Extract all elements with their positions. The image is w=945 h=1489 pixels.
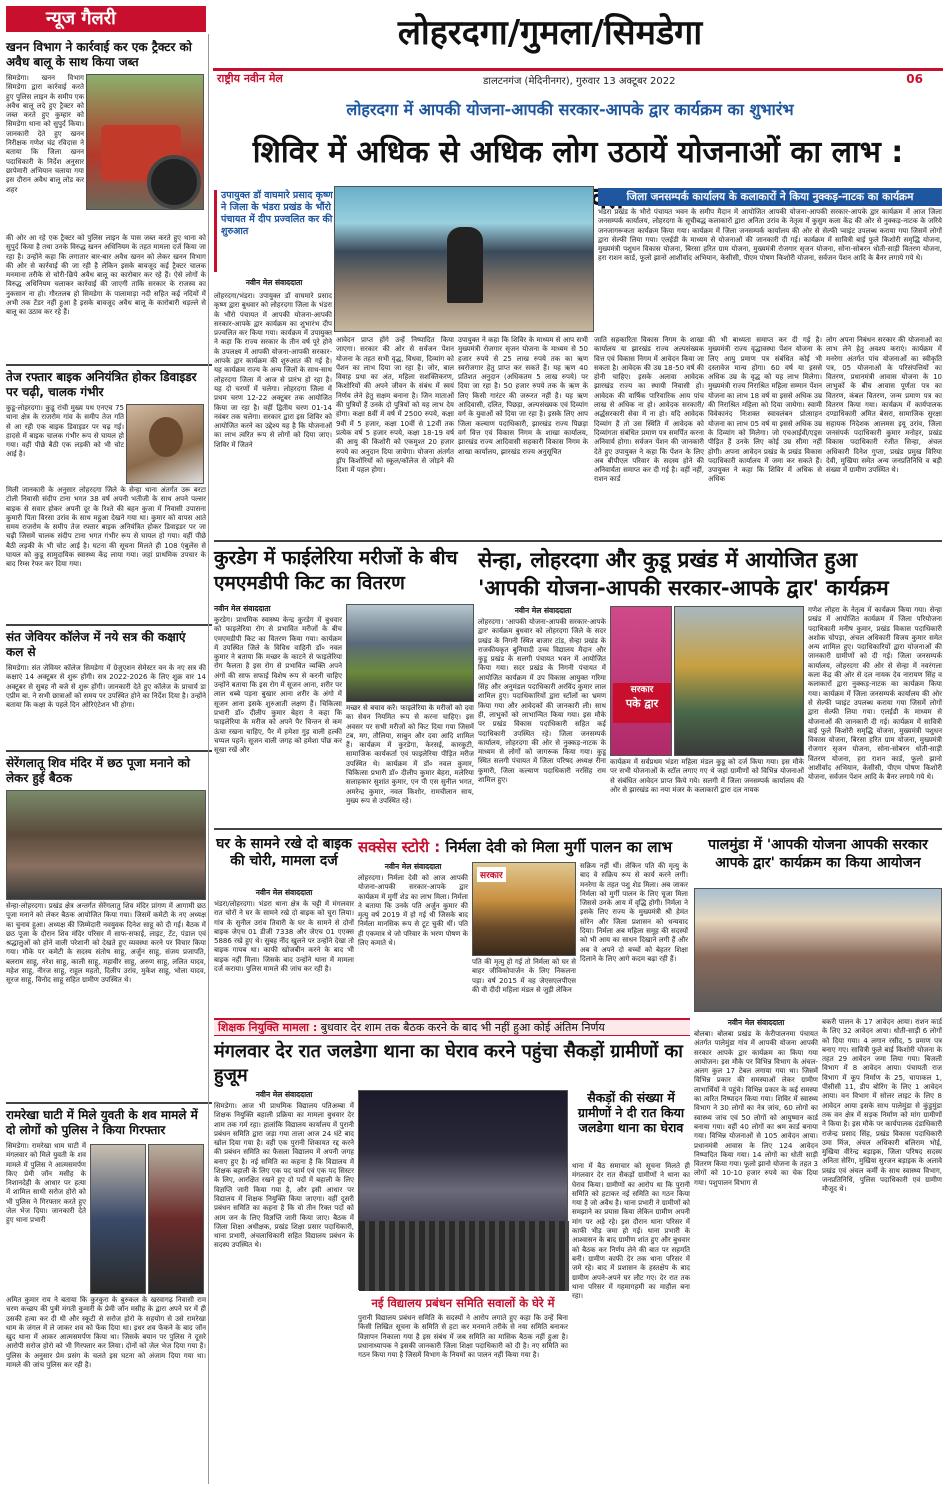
kurdeg-body-col2: मच्छर से बचाव करें। फाइलेरिया के मरीजों को दवा का सेवन नियमित रूप से करना चाहिए। इस अवसर पर सभी मरीजों को किट दिया गया जिसमें टब, मग, तौलिया, साबुन और दवा आदि शामिल हैं। कार्यक्रम में कुरडेगा, केरसई, कारकुटी, सामाजिक कार्यकर्ता एवं फाइलेरिया पीड़ित मरीज उपस्थित थे। कार्यक्रम में डॉ० नवल कुमार, चिकित्सा प्रभारी डॉ० दीलीप कुमार बेहरा, मलेरिया सलाहकार सुशांत कुमार, एन पी एस सुनील भगत, अमरेन्द्र कुमार, नवल किशोर, रामचीलान साय, मुख्य रूप से उपस्थित रहे। (346, 704, 474, 805)
senha-headline-2: 'आपकी योजना-आपकी सरकार-आपके द्वार' कार्यक्रम (478, 576, 889, 600)
teacher-kicker: शिक्षक नियुक्ति मामला : (218, 1021, 318, 1034)
sarkar-sign-line2: पके द्वार (625, 697, 659, 710)
nirmala-byline: नवीन मेल संवाददाता (384, 862, 442, 871)
kurdeg-byline: नवीन मेल संवाददाता (214, 604, 271, 613)
senha-body-col1: लोहरदगा। 'आपकी योजना-आपकी सरकार-आपके द्वार' कार्यक्रम बुधवार को लोहरदगा जिले के सदर प्रखंड के निगनी स्थित बाजार टांड, सेन्हा प्रखंड के राजकीयकृत बुनियादी उच्च विद्यालय मैदान और कुडू प्रखंड के सलगी पंचायत भवन में आयोजित किया गया। सदर प्रखंड के निगनी पंचायत में आयोजित कार्यक्रम में उप विकास आयुक्त गरिमा सिंह और अनुमंडल पदाधिकारी अरविंद कुमार लाल शामिल हुए। पदाधिकारियों द्वारा स्टॉलों का भ्रमण किया गया और आवेदकों की जानकारी ली। साथ ही, लाभुकों को लाभान्वित किया गया। इस मौके पर प्रखंड विकास पदाधिकारी सहित कई पदाधिकारी उपस्थित रहे। जिला जनसम्पर्क कार्यालय, लोहरदगा की ओर से नुक्कड़-नाटक के माध्यम से लोगों को जागरूक किया गया। कुडू स्थित सलगी पंचायत में जिला परिषद अध्यक्ष रीना कुमारी, जिला कल्याण पदाधिकारी नरसिंह राम शामिल हुए। (478, 618, 606, 785)
nirmala-headline (358, 836, 688, 858)
injured-photo (126, 404, 204, 484)
story-mining-body-a: सिमडेगा। खनन विभाग सिमडेगा द्वारा कार्रवाई करते हुए पुलिस लाइन के समीप एक अवैध बालू लदे हुए ट्रैक्टर को जब्त करते हुए कुम्हार को सिमडेगा थाना को सुपुर्द किया। जानकारी देते हुए खनन निरीक्षक गणेश चंद्र रविदास ने बताया कि जिला खनन पदाधिकारी के निर्देश अनुसार छापेमारी अभियान चलाया गया इस दौरान अवैध बालू लोड कर शहर (6, 74, 84, 194)
column-separator (208, 34, 209, 1484)
accused-photo-2 (148, 1144, 204, 1294)
main-body-col1: लोहरदगा/भंडरा। उपायुक्त डॉ वाघमारे प्रसाद कृष्ण द्वारा बुधवार को लोहरदगा जिला के भंडरा के भौंरो पंचायत में आपकी योजना-आपकी सरकार-आपके द्वार कार्यक्रम का शुभारंभ दीप प्रज्वलित कर किया गया। कार्यक्रम में उपायुक्त ने कहा कि राज्य सरकार के तीन वर्ष पूरे होने के उपलक्ष्य में आपकी योजना-आपकी सरकार-आपके द्वार कार्यक्रम की शुरुआत की गई है। यह कार्यक्रम राज्य के अन्य जिलों के साथ-साथ लोहरदगा जिला में आज से प्रारंभ हो रहा है। यह दो चरणों में चलेगा। लोहरदगा जिला में प्रथम चरण 12-22 अक्टूबर तक आयोजित किया जा रहा है। वहीं द्वितीय चरण 01-14 नवंबर तक चलेगा। सरकार द्वारा इस शिविर को आयोजित करने का उद्देश्य यह है कि योजनाओं का लाभ त्वरित रूप से लोगों को दिया जाए। शिविर में जितने (214, 292, 332, 449)
divider (214, 540, 942, 542)
crowd-shape (359, 1221, 569, 1291)
palkot-byline: नवीन मेल संवाददाता (727, 1018, 785, 1027)
senha-byline: नवीन मेल संवाददाता (514, 606, 572, 615)
palkot-body-col1: बोलबा। बोलबा प्रखंड के केरीपालनमा पंचायत अंतर्गत पालेमुंडा गांव में आपकी योजना आपकी सरकार आपके द्वार कार्यक्रम का किया गया आयोजन। इस मौके पर विभिन्न विभाग के अंचल-अलग कुल 17 टेबल लगाया गया था। जिसमें विभिन्न प्रकार की समस्याओं लेकर ग्रामीण लाभार्थियों ने पहुंचे। विभिन्न प्रकार के कई समस्या का त्वरित निष्पादन किया गया। शिविर में स्वास्थ्य विभाग ने 30 लोगों का नेत्र जांच, 60 लोगों का स्वास्थ्य जांच एवं 50 लोगों को आयुष्मान कार्ड बनाया गया। वहीं 40 लोगों का श्रम कार्ड बनाया गया। विभिन्न योजनाओं से 105 आवेदन आया। प्रधानमंत्री आवास के लिए 124 आवेदन निष्पादित किया गया। 14 लोगों का धोती साड़ी वितरण किया गया। फूलो झानो योजना के तहत 3 लोगों को 10-10 हजार रुपये का चेक दिया गया। पशुपालन विभाग से (694, 1030, 818, 1187)
left-sidebar (6, 34, 206, 1484)
main-body-col3: उपायुक्त ने कहा कि शिविर के माध्यम से आप सभी मुख्यमंत्री रोजगार सृजन योजना के माध्यम से 50 हजार रुपये से 25 लाख रुपये तक का ऋण स्वरोजगार हेतु प्राप्त कर सकते हैं। यह ऋण 40 प्रतिशत अनुदान (अधिकतम 5 लाख रुपये) पर दिया जा रहा है। 50 हजार रुपये तक के ऋण के लिए किसी गारंटर की जरूरत नहीं है। यह ऋण आदिवासी, दलित, पिछड़ा, अल्पसंख्यक एवं दिव्यांग वर्ग के युवाओं को दिया जा रहा है। इसके लिए आप जिला कल्याण पदाधिकारी, झारखंड राज्य पिछड़ा वर्ग वित्त एवं विकास निगम के शाखा कार्यालय, झारखंड राज्य आदिवासी सहकारी विकास निगम के शाखा कार्यालय, झारखंड राज्य अनुसूचित (458, 336, 588, 456)
top-banner: लोहरदगा में आपकी योजना-आपकी सरकार-आपके द्वार कार्यक्रम का शुभारंभ (346, 100, 794, 119)
jaldega-side-body: थाना में बैठ समाचार को सूचना मिलते ही मंगलवार देर रात सैकड़ों ग्रामीणों ने थाना का घेराव किया। ग्रामीणों का आरोप था कि पुरानी समिति को हटाकर नई समिति का गठन किया गया है जो अवैध है। थाना प्रभारी ने ग्रामीणों को समझाने का प्रयास किया लेकिन ग्रामीण अपनी मांग पर अड़े रहे। इस दौरान थाना परिसर में काफी भीड़ जमा हो गई। थाना प्रभारी के आश्वासन के बाद ग्रामीण शांत हुए और बुधवार को बैठक कर निर्णय लेने की बात पर सहमति बनी। ग्रामीण काफी देर तक थाना परिसर में जमे रहे। बाद में प्रशासन के हस्तक्षेप के बाद ग्रामीण अपने-अपने घर लौट गए। देर रात तक थाना परिसर में गहमागहमी का माहौल बना रहा। (572, 1162, 690, 1301)
teacher-text: बुधवार देर शाम तक बैठक करने के बाद भी नहीं हुआ कोई अंतिम निर्णय (320, 1021, 605, 1034)
tractor-wheel (147, 155, 201, 209)
story-mining-body-b: की ओर आ रहे एक ट्रैक्टर को पुलिस लाइन के पास जब्त करते हुए थाना को सुपुर्द किया है तथा उनके विरुद्ध खनन अधिनियम के तहत मामला दर्ज किया जा रहा है। उन्होंने कहा कि लगातार बार-बार अवैध खनन को लेकर खनन विभाग की ओर से कार्रवाई की जा रही है लेकिन इसके बावजूद कई ट्रैक्टर चालक मनमाना तरीके से चोरी-छिपे अवैध बालू का कारोबार कर रहे हैं। ऐसे लोगों के विरुद्ध अधिनियम चलाकर कार्रवाई की जाएगी ताकि सरकार के राजस्व का नुकसान ना हो। गौरतलब हो सिमडेगा के पालामाड़ा नदी सहित कई नदियों में अभी तक टेंडर नहीं हुआ है इसके बावजूद अवैध बालू के कारोबारी धड़ल्ले से बालू का उठाव कर रहे हैं। (6, 234, 206, 317)
officer-figure (447, 227, 483, 303)
nirmala-photo (472, 862, 576, 956)
senha-body-col2: कार्यक्रम में सर्वप्रथम भंडरा महिला मंडल कुडू को दर्ज किया गया। इस मौके पर सभी योजनाओं के स्टॉल लगाए गए थे जहां ग्रामीणों को विभिन्न योजनाओं से संबंधित आवेदन प्राप्त किये गये। सलगी में जिला जनसम्पर्क कार्यालय की ओर से झारखंड का नया मंजर के कलाकारों द्वारा दल नायक (610, 758, 804, 794)
main-body-col6: लोग अपना निबंधन सरकार की योजनाओं का लाभ लेने हेतु अवश्य कराएं। कार्यक्रम में मनरेगा अंतर्गत पांच योजनाओं का स्वीकृति पत्र, 05 योजनाओं के परिसंपत्तियों का वितरण, प्रधानमंत्री आवास योजना के 10 लाभुकों के बीच आवास पूर्णता पत्र का वितरण, कंबल वितरण, जन्म प्रमाण पत्र का वितरण किया गया। कार्यक्रम में कार्यपालक दण्डाधिकारी अमित बेसरा, सामाजिक सुरक्षा सहायक निदेशक आलमस इयू उरांव, जिला जनसंपर्क पदाधिकारी कुमार मनोहर, प्रखंड विकास पदाधिकारी रंजीत सिन्हा, अंचल अधिकारी दिनेश गुप्ता, प्रखंड प्रमुख विरिया देवी, मुखिया समेत अन्य जनप्रतिनिधि व बड़ी संख्या में ग्रामीण उपस्थित थे। (826, 336, 942, 475)
accused-photo-1 (90, 1144, 146, 1294)
divider (6, 624, 212, 626)
divider (6, 1102, 212, 1104)
teacher-strip (214, 1018, 690, 1036)
story-ramrekha-body-b: अमित कुमार राय ने बताया कि कुरकुरा के बुरुकल के खरवागढ़ निवासी राम चरण कच्छप की पुत्री मंगती कुमारी के प्रेमी जॉन मसीह के द्वारा अपने घर में ही उसकी हत्या कर दी थी और स्कूटी से सरोज होरो के सहयोग से उसे रामरेखा धाम के जंगल में ले जाकर शव को फेंक दिया था। इधर शव फेंकने के बाद जॉन खुद थाना में आकर आत्मसमर्पण किया था। जिसके बयान पर पुलिस ने दूसरे आरोपी सरोज होरो को भी गिरफ्तार कर लिया। दोनों को जेल भेज दिया गया है। पुलिस के अनुसार प्रेम प्रसंग के चलते इस घटना को अंजाम दिया गया था। मामले की जांच पुलिस कर रही है। (6, 1296, 206, 1370)
story-bike-body-b: मिली जानकारी के अनुसार लोहरदगा जिले के सेन्हा थाना अंतर्गत उरू बरटा टोली निवासी संदीप टाना भगत 38 वर्ष अपनी भतीजी के साथ अपने पल्सर बाइक से सवार होकर अपनी दूर के रिश्ते की बहन कुजा में निवासी उपासना कुमारी पिता विरसा उरांव के साथ महुआ देखने गया था। कुमार को वापस आते समय राजरोम के समीप तेज रफ्तार बाइक अनियंत्रित होकर डिवाइडर पर जा चढ़ी जिसमें चालक संदीप टाना भगत गंभीर रूप से घायल हो गया। वहीं पीछे बैठी लड़की के भी चोट आई है। घटना की सूचना मिलते ही 108 एंबुलेंस से घायल को कुडू सामुदायिक स्वास्थ्य केंद्र लाया गया। जहां प्राथमिक उपचार के बाद रिम्स रेफर कर दिया गया। (6, 486, 206, 569)
nirmala-body-col1: लोहरदगा। निर्मला देवी को आज आपकी योजना-आपकी सरकार-आपके द्वार कार्यक्रम में मुर्गी शेड का लाभ मिला। निर्मला ने बताया कि उनके पति अर्जुन कुमार की मृत्यु वर्ष 2019 में हो गई थी जिसके बाद निर्मला मानसिक रूप से टूट चुकी थीं। पति ही एकमात्र थे जो परिवार के भरण पोषण के लिए कमाते थे। (358, 874, 468, 948)
kurdeg-body-col1: कुरडेग। प्राथमिक स्वास्थ्य केन्द्र कुरडेग में बुधवार को फाइलेरिया रोग से प्रभावित मरीजों के बीच एमएमडीपी किट का वितरण किया गया। कार्यक्रम में उपस्थित जिले के विविध वाहिनी डॉ० नवल कुमार ने बताया कि मच्छर के काटने से फाइलेरिया रोग फैलता है इस रोग से प्रभावित व्यक्ति अपने अंगों की साफ सफाई विशेष रूप से करनी चाहिए उन्होंने बताया कि इस रोग में सूजन आना, शरीर पर लाल धब्बे पड़ना बुखार आना शरीर के अंगो में सूजन आना इसके शुरुआती लक्षण हैं। चिकित्सा प्रभारी डॉ० दीलीप कुमार बेहरा ने कहा कि फाइलेरिया के मरीज को अपने पैर चिन्तन से कम ऊंचा रखना चाहिए, पैर में हमेशा गुड़ वाली हल्की चप्पल पहनें। सूजन वाली जगह को हमेशा पोंछ कर सूखा रखें और (214, 616, 342, 755)
senha-photo-sarkar (610, 606, 672, 756)
main-body-col5: की भी बाध्यता समाप्त कर दी गई है। मुख्यमंत्री राज्य वृद्धावस्था पेंशन योजना के लिए आयु प्रमाण पत्र संबंधित कोई भी दस्तावेज मान्य होगा। 60 वर्ष या इससे अधिक उम्र के वृद्ध को यह लाभ मिलेगा। मुख्यमंत्री राज्य निराश्रित महिला सम्मान पेंशन योजना का लाभ 18 वर्ष या इससे अधिक उम्र की निराश्रित महिला को दिया जायेगा। स्वामी विवेकानंद निःशक्त स्वावलंबन प्रोत्साहन योजना का लाभ 05 वर्ष या इससे अधिक उम्र के दिव्यांग को मिलेगा। जो एचआईवी/एड्स पीड़ित हैं उनके लिए कोई उम्र सीमा नहीं होगी। अपना आवेदन प्रखंड के प्रखंड विकास पदाधिकारी कार्यालय में जमा कर सकते हैं। उपायुक्त ने कहा कि शिविर में अधिक से अधिक (708, 336, 822, 484)
story-mining-headline: खनन विभाग ने कार्रवाई कर एक ट्रैक्टर को अवैध बालू के साथ किया जब्त (6, 40, 192, 69)
senha-headline-1: सेन्हा, लोहरदगा और कुडू प्रखंड में आयोजित हुआ (478, 548, 858, 572)
senha-photo-officials (674, 606, 804, 756)
main-byline: नवीन मेल संवाददाता (245, 278, 303, 287)
story-ramrekha-headline: रामरेखा घाटी में मिले युवती के शव मामले में दो लोगों को पुलिस ने किया गिरफ्तार (6, 1108, 198, 1137)
story-ramrekha-body-a: सिमडेगा। रामरेखा धाम घाटी में मंगलवार को मिले युवती के शव मामले में पुलिस ने आत्मसमर्पण किए प्रेमी जॉन मसीह के निशानदेही के आधार पर हत्या में शामिल साथी सरोज होरो को भी पुलिस ने गिरफ्तार करते हुए जेल भेज दिया। जानकारी देते हुए थाना प्रभारी (6, 1142, 86, 1225)
masthead: राष्ट्रीय नवीन मेल (217, 72, 283, 85)
nirmala-photo-tag: सरकार (477, 867, 506, 882)
main-stage-photo (334, 186, 594, 332)
bike-body: भंडरा/लोहरदगा। भंडरा थाना क्षेत्र के चट्टी में मंगलवार रात चोरों ने घर के सामने रखे दो बाइक को चुरा लिया। गांव के सुनील उरांव तिवारी के घर के सामने से दोनों बाइक जेएच 01 डीजी 7338 और जेएच 01 एएक्स 5886 रखे हुए थे। सुबह नींद खुलने पर उन्होंने देखा तो बाइक गायब था। काफी खोजबीन करने के बाद भी बाइक नहीं मिला। जिसके बाद उन्होंने थाना में मामला दर्ज कराया। पुलिस मामले की जांच कर रही है। (214, 900, 354, 974)
story-bike-body-a: कुडू-लोहरदगा। कुडू रांची मुख्य पथ एनएच 75 थाना क्षेत्र के राजरोम गांव के समीप तेज गति से आ रही एक बाइक डिवाइडर पर चढ़ गई। हादसे में बाइक चालक गंभीर रूप से घायल हो गया। वहीं पीछे बैठी एक लड़की को भी चोट आई है। (6, 404, 124, 459)
story-chhath-headline: सेरेंगलातू शिव मंदिर में छठ पूजा मनाने को लेकर हुई बैठक (6, 756, 190, 785)
divider (6, 364, 212, 366)
senha-body-col3: गणेश लोहरा के नेतृत्व में कार्यक्रम किया गया। सेन्हा प्रखंड में आयोजित कार्यक्रम में जिला परियोजना पदाधिकारी मनीष कुमार, प्रखंड विकास पदाधिकारी अशोक चोपड़ा, अंचल अधिकारी विजय कुमार समेत अन्य शामिल हुए। पदाधिकारियों द्वारा योजनाओं की जानकारी ग्रामीणों को दी गई। जिला जनसम्पर्क कार्यालय, लोहरदगा की ओर से सेन्हा में नवरंगला कला केंद्र की ओर से दल नायक देव नारायण सिंह व कलाकारों द्वारा नुक्कड़-नाटक का कार्यक्रम किया गया। कार्यक्रम में जिला जनसम्पर्क कार्यालय की ओर से सेल्फी प्वाइंट उपलब्ध कराया गया जिसमें लोगों द्वारा सेल्फी लिया गया। एलईडी के माध्यम से योजनाओं की जानकारी दी गई। कार्यक्रम में सावित्री बाई फुले किशोरी समृद्धि योजना, मुख्यमंत्री पशुधन विकास योजना, बिरसा हरित ग्राम योजना, मुख्यमंत्री रोजगार सृजन योजना, सोना-सोबरन धोती-साड़ी वितरण योजना, हरा राशन कार्ड, फूलो झानो आशीर्वाद अभियान, केसीसी, पीएम पोषण किशोरी योजना, सर्वजन पेंशन आदि के बैनर लगाये गये थे। (808, 606, 942, 782)
main-callout: उपायुक्त डॉ वाघमारे प्रसाद कृष्ण ने जिला के भंडरा प्रखंड के भौंरो पंचायत में दीप प्रज्वलित कर की शुरुआत (214, 190, 334, 272)
sarkar-sign-line1: सरकार (630, 685, 654, 695)
nirmala-body-col2: पति की मृत्यु हो गई तो निर्मला को घर से बाहर जीविकोपार्जन के लिए निकलना पड़ा। वर्ष 2015 में वह जेएसएलपीएस की वी दीदी महिला मंडल से जुड़ी लेकिन (472, 958, 576, 994)
story-chhath-body: सेन्हा-लोहरदगा। प्रखंड क्षेत्र अन्तर्गत सेरेंगलातु शिव मंदिर प्रांगण में आगामी छठ पूजा मनाने को लेकर बैठक आयोजित किया गया। जिसमें कमेटी के नए अध्यक्ष का चुनाव हुआ। अध्यक्ष की जिम्मेदारी नवयुवक दिनेश साहू को दी गई। बैठक में छठ पूजा के दौरान शिव मंदिर परिसर में साफ-सफाई, लाइट, टेंट, पंडाल एवं श्रद्धालुओं को होने वाली परेशानी को देखते हुए व्यवस्था करने पर विचार किया गया। मौके पर कमेटी के सदस्य संतोष साहू, अर्जुन साहू, संजय प्रजापति, बलराम साहू, नरेश साहू, काली साहू, महावीर साहू, अरुण साहू, ललित यादव, महेश साहू, नीरज साहू, राहुल महतो, दिलीप उरांव, मुकेश साहू, भोला यादव, सूरज साहू, विनोद साहू सहित ग्रामीण उपस्थित थे। (6, 902, 206, 985)
header-rule (213, 68, 943, 86)
divider (6, 750, 212, 752)
jaldega-night-photo (358, 1090, 568, 1290)
nirmala-title: निर्मला देवी को मिला मुर्गी पालन का लाभ (445, 838, 672, 856)
section-tag: न्यूज गैलरी (6, 6, 206, 32)
jaldega-caption-body: पुरानी विद्यालय प्रबंधन समिति के सदस्यों ने आरोप लगाते हुए कहा कि उन्हें बिना किसी लिखित सूचना के समिति से हटा कर मनमाने तरीके से नया समिति बनाकर विज्ञापन निकाला गया है इस संबंध में जब समिति का मासिक बैठक नहीं हुआ है। प्रधानाध्यापक ने इसकी जानकारी जिला शिक्षा पदाधिकारी को दी है। नए समिति का गठन किया गया है जिसमें विभाग के नियमों का पालन नहीं किया गया है। (358, 1314, 568, 1360)
jaldega-headline: मंगलवार देर रात जलडेगा थाना का घेराव करने पहुंचा सैकड़ों ग्रामीणों का हुजूम (214, 1041, 683, 1086)
jaldega-caption-headline: नई विद्यालय प्रबंधन समिति सवालों के घेरे में (371, 1296, 555, 1310)
kurdeg-headline: कुरडेग में फाईलेरिया मरीजों के बीच एमएमडीपी किट का वितरण (214, 547, 458, 594)
main-headline: शिविर में अधिक से अधिक लोग उठायें योजनाओं का लाभ : (252, 135, 904, 170)
nirmala-body-col3: सक्रिय नहीं थीं। लेकिन पति की मृत्यु के बाद वे सक्रिय रूप से कार्य करने लगीं। मनरेगा के तहत पशु शेड मिला। अब जाकर निर्मला को मुर्गी पालन के लिए चूजा मिला जिससे उनके आय में वृद्धि होगी। निर्मला ने इसके लिए राज्य के मुख्यमंत्री श्री हेमंत सोरेन और जिला प्रशासन को धन्यवाद दिया। निर्मला अब महिला समूह की सदस्यों को भी आय का साधन दिखाने लगी हैं और अब वे अपने दो बच्चों को बेहतर शिक्षा दिलाने के लिए आगे कदम बढ़ा रही हैं। (580, 862, 688, 963)
story-college-headline: संत जेवियर कॉलेज में नये सत्र की कक्षाएं कल से (6, 630, 186, 659)
face-shape (149, 417, 183, 457)
edition-title: लोहरदगा/गुमला/सिमडेगा (397, 13, 703, 53)
tractor-photo (86, 74, 204, 210)
jaldega-byline: नवीन मेल संवाददाता (255, 1090, 313, 1099)
nukkad-body: भंडरा प्रखंड के भौरो पंचायत भवन के समीप मैदान में आयोजित आपकी योजना-आपकी सरकार-आपके द्वार कार्यक्रम में आज जिला जनसम्पर्क कार्यालय, लोहरदगा के सूचीबद्ध कलाकारों द्वारा अनिता उरांव के नेतृत्व में कुसुम कला केंद्र की ओर से नुक्कड़-नाटक के जरिये जनजागरूकता कार्यक्रम किया गया। कार्यक्रम में जिला जनसम्पर्क कार्यालय की ओर से सेल्फी प्वाइंट उपलब्ध कराया गया जिसमें लोगों द्वारा सेल्फी लिया गया। एलईडी के माध्यम से योजनाओं की जानकारी दी गई। कार्यक्रम में सावित्री बाई फुले किशोरी समृद्धि योजना, मुख्यमंत्री पशुधन विकास योजना, बिरसा हरित ग्राम योजना, मुख्यमंत्री रोजगार सृजन योजना, सोना-सोबरन धोती-साड़ी वितरण योजना, हरा राशन कार्ड, फूलो झानो आशीर्वाद अभियान, केसीसी, पीएम पोषण किशोरी योजना, सर्वजन पेंशन आदि के बैनर लगाये गये थे। (598, 208, 942, 263)
story-college-body: सिमडेगा। संत जेवियर कॉलेज सिमडेगा में ग्रेजुएशन सेमेस्टर वन के नए सत्र की कक्षाएं 14 अक्टूबर से शुरू होंगी। सत्र 2022-2026 के लिए शुक्र वार 14 अक्टूबर से सुबह नौ बजे से शुरू होंगी। जानकारी देते हुए कॉलेज के प्राचार्य डा एप्रीम बा. ने सभी छात्राओं को समय पर उपस्थित होने का निर्देश दिया है। उन्होंने बताया कि कक्षा के पहले दिन ओरिएंटेशन भी होगा। (6, 664, 206, 710)
palkot-photo (694, 888, 942, 1012)
main-body-col2: आवेदन प्राप्त होंगे उन्हें निष्पादित किया जाएगा। सरकार की ओर से सर्वजन पेंशन योजना के तहत सभी वृद्ध, विधवा, दिव्यांग को पेंशन का लाभ दिया जा रहा है। जोर, बाल विवाह प्रथा का अंत, महिला सशक्तिकरण, किशोरियों की अपने जीवन के संबंध में स्वयं निर्णय लेने हेतु सक्षम बनाना है। जिन माताओं की पुत्रियों हैं उनके दो पुत्रियों को यह लाभ देय होगा। कक्षा 8वीं में वर्ष में 2500 रुपये, कक्षा 9वीं में 5 हजार, कक्षा 10वीं से 12वीं तक प्रत्येक वर्ष 5 हजार रुपये, कक्षा 18-19 वर्ष की आयु की किशोरी को एकमुश्त 20 हजार रुपये का अनुदान दिया जायेगा। योजना अंतर्गत ड्रॉप किशोरियों को स्कूल/कॉलेज से जोड़ने की दिशा में पहल होगा। (336, 336, 454, 475)
story-bike-headline: तेज रफ्तार बाइक अनियंत्रित होकर डिवाइडर पर चढ़ी, चालक गंभीर (6, 370, 197, 399)
nukkad-headline: जिला जनसम्पर्क कार्यालय के कलाकारों ने किया नुक्कड़-नाटक का कार्यक्रम (598, 188, 942, 206)
palkot-body-col2: बकरी पालन के 17 आवेदन आया। राशन कार्ड के लिए 32 आवेदन आया। धोती-साड़ी 6 लोगों को दिया गया। 4 लगान रसीद, 5 प्रमाण पत्र बनाए गए। सावित्री फुले बाई किशोरी योजना के तहत 29 आवेदन जमा लिया गया। बिजली विभाग में 8 आवेदन आया। पंचायती राज विभाग में कूप निर्माण के 25, चापाकल 1, पीसीसी 11, डीप बोरिंग के लिए 1 आवेदन आया। वन विभाग में सोलर लाइट के लिए 8 आवेदन आया इसके साथ पालेमुंडा से कुंडुमुंडा तक वन क्षेत्र में सड़क निर्माण को मांग ग्रामीणों ने किया है। इस मौके पर कार्यपालक दंडाधिकारी राजेन्द्र प्रसाद सिंह, प्रखंड विकास पदाधिकारी उमा मिंज, अंचल अधिकारी बलिराम भोई, मुखिया वीरेन्द्र बड़ाइक, जिला परिषद सदस्य अनिता सेरिंग, मुखिया सुरजन बड़ाइक के अलावे प्रखंड एवं अंचल कर्मी के साथ स्वास्थ्य विभाग, जनप्रतिनिधि, पुलिस पदाधिकारी एवं ग्रामीण मौजूद थे। (822, 1018, 942, 1194)
meeting-photo (6, 790, 206, 900)
dateline: डालटनगंज (मेदिनीनगर), गुरुवार 13 अक्टूबर 2022 (483, 76, 676, 87)
bike-byline: नवीन मेल संवाददाता (255, 888, 313, 897)
main-body-col4: जाति सहकारिता विकास निगम के शाखा कार्यालय या झारखंड राज्य अल्पसंख्यक वित्त एवं विकास निगम में आवेदन किया जा सकता है। आवेदक की उम्र 18-50 वर्ष की होनी चाहिए। इसके अलावा आवेदक झारखंड राज्य का स्थायी निवासी हो। आवेदक की वार्षिक पारिवारिक आय पांच लाख से अधिक ना हो। आवेदक सरकारी/अर्द्धसरकारी सेवा में ना हो। यदि आवेदक दिव्यांग हैं तो उस स्थिति में आवेदक को दिव्यांगता संबंधित प्रमाण पत्र समर्पित करना अनिवार्य होगा। सर्वजन पेंशन की जानकारी देते हुए उपायुक्त ने कहा कि पेंशन के लिए अब बीपीएल परिवार के सदस्य होने की अनिवार्यता समाप्त कर दी गई है। वहीं नहीं, राशन कार्ड (594, 336, 704, 484)
palkot-headline: पालमुंडा में 'आपकी योजना आपकी सरकार आपके द्वार' कार्यक्रम का किया आयोजन (708, 837, 928, 871)
jaldega-side-headline: सैकड़ों की संख्या में ग्रामीणों ने दी रात किया जलडेगा थाना का घेराव (577, 1090, 685, 1135)
nirmala-kicker: सक्सेस स्टोरी : (358, 838, 441, 856)
page-number: 06 (906, 72, 923, 86)
kurdeg-photo (346, 604, 474, 702)
bike-headline: घर के सामने रखे दो बाइक की चोरी, मामला दर्ज (216, 836, 352, 869)
sarkar-sign (613, 683, 671, 723)
jaldega-body: सिमडेगा। आज भी प्राथमिक विद्यालय पतिअम्बा में शिक्षक नियुक्ति बहाली प्रक्रिया का मामला बुधवार देर शाम तक गर्म रहा। हालांकि विद्यालय कार्यालय में पुरानी प्रबंधन समिति द्वारा जड़ा गया ताला आज 24 घंटे बाद खोल दिया गया है। वहीं एक पुरानी शिकायत रद्द करने की प्रबंधन समिति का फैसला विद्यालय में अपनी जगह बनाए हुए है। नई समिति का कहना है कि विद्यालय में शिक्षक बहाली के लिए एक पद फार्म एवं एक पद सिस्टर के लिए, आरक्षित रखने हुए दो पदों में बहाली के लिए विज्ञप्ति जारी किया गया है, और इसी आधार पर विद्यालय में शिक्षक नियुक्ति किया जाएगा। वहीं दूसरी प्रबंधन समिति का कहना है कि वो तीन रिक्त पदों को आम जन के लिए विज्ञप्ति जारी किया जाए। बैठक में जिला शिक्षा अधीक्षक, प्रखंड शिक्षा प्रसार पदाधिकारी, थाना प्रभारी, अंचलाधिकारी सहित विद्यालय प्रबंधन के सदस्य उपस्थित थे। (214, 1102, 354, 1250)
divider (214, 828, 942, 830)
